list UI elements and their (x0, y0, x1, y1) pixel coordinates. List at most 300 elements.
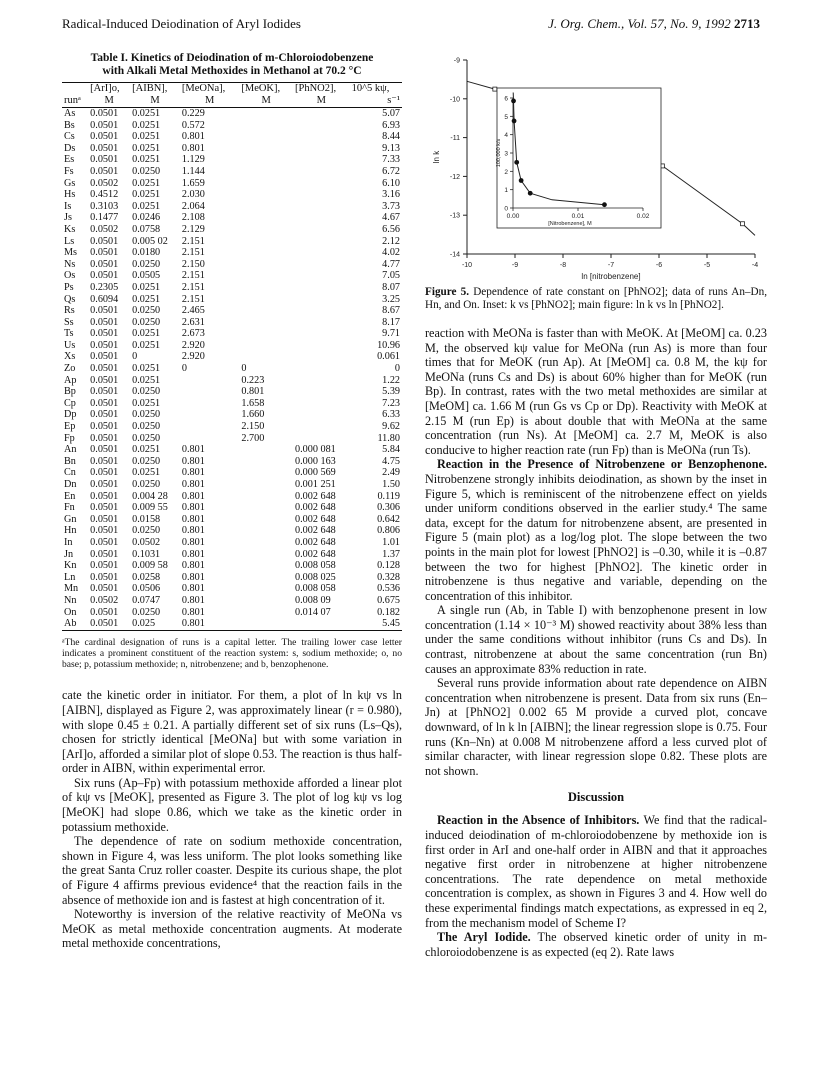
table-row (62, 166, 402, 178)
table-cell: 0.0501 (90, 525, 119, 537)
table-cell: 0.0250 (132, 305, 161, 317)
paragraph-benzophenone: A single run (Ab, in Table I) with benzophenone present in low concentration (1.14 × 10⁻³ M) showed reactivity about 38% less than under the same conditions without inhibitor (runs Cs and Ds). In contrast, nitrobenzene at about the same concentration (run Bn) causes an approximate 83% reduction in rate. (425, 603, 767, 676)
table-cell (293, 189, 350, 201)
table-cell (239, 618, 293, 630)
table-cell: Ln (64, 571, 76, 583)
table-cell: 2.151 (181, 270, 205, 282)
running-header (62, 16, 760, 34)
table-cell: En (64, 490, 76, 502)
figure-caption-text: Dependence of rate constant on [PhNO2]; data of runs An–Dn, Hn, and On. Inset: k vs [PhNO2]; main figure: ln k vs ln [PhNO2]. (425, 286, 767, 311)
table-cell: 0.801 (181, 571, 205, 583)
table-cell: 2.108 (181, 212, 205, 224)
paragraph: The dependence of rate on sodium methoxide concentration, shown in Figure 4, was less uniform. The plot looks something like the great Santa Cruz roller coaster. Despite its curious shape, the plot of Figure 4 affirms previous evidence⁴ that the reaction fails in the absence of methoxide ion and is fastest at high concentration of it. (62, 834, 402, 907)
table-row (62, 479, 402, 491)
table-cell: 0.0251 (132, 444, 161, 456)
table-cell: 4.75 (382, 455, 400, 467)
table-cell (239, 131, 293, 143)
table-cell: 0 (241, 363, 247, 375)
table-cell (293, 375, 350, 387)
table-cell (239, 514, 293, 526)
table-cell: 2.465 (181, 305, 205, 317)
inset-x-tick-label: 0.02 (636, 213, 650, 220)
inset-x-tick-label: 0.00 (506, 213, 520, 220)
table-cell (239, 236, 293, 248)
table-cell (239, 456, 293, 468)
table-cell: 0.0501 (90, 258, 119, 270)
table-cell: 0.801 (180, 618, 240, 630)
table-cell: Os (64, 270, 76, 282)
table-cell: 1.50 (382, 479, 400, 490)
table-cell: 0.801 (181, 142, 205, 154)
table-row (62, 305, 402, 317)
table-cell: 6.93 (382, 119, 400, 131)
table-cell: 0.0501 (90, 560, 119, 572)
table-cell: 0.0502 (90, 177, 119, 189)
volume-info: Vol. 57, No. 9, 1992 (627, 16, 731, 31)
table-row (62, 375, 402, 387)
table-row (62, 317, 402, 329)
table-row (62, 178, 402, 190)
table-cell: 6.56 (382, 223, 400, 235)
table-cell (293, 433, 350, 445)
table-cell: 9.62 (382, 421, 400, 433)
table-cell: 0.2305 (90, 281, 119, 293)
table-cell: 0.801 (181, 606, 205, 618)
table-cell (239, 549, 293, 561)
inset-frame (497, 88, 661, 228)
inset-data-point (602, 202, 607, 207)
main-x-tick-label: -6 (655, 262, 663, 269)
table-header-top: [MeONa], (180, 83, 240, 96)
table-cell: 0.0501 (90, 339, 119, 351)
table-cell (293, 236, 350, 248)
table-header-bottom: M (130, 95, 180, 108)
table-cell: 2.151 (181, 281, 205, 293)
table-cell: 0.0251 (132, 154, 161, 166)
table-cell: 1.659 (181, 177, 205, 189)
table-cell: 0.801 (181, 594, 205, 606)
inset-y-tick-label: 5 (504, 113, 508, 121)
table-cell: 8.07 (382, 281, 400, 293)
journal-name: J. Org. Chem., (548, 16, 625, 31)
table-row (62, 236, 402, 248)
table-cell: 0.0250 (132, 258, 161, 270)
table-cell: 0.0251 (132, 339, 161, 351)
section-nitrobenzene-body: Nitrobenzene strongly inhibits deiodination, as shown by the inset in Figure 5, which is reminiscent of the nitrobenzene effect on yields under uniform conditions observed in the earlier study.⁴ The same data, except for the datum for nitrobenzene absent, are presented in Figure 5 (main plot) as a log/log plot. The slope between the two points in the main plot for lowest [PhNO2] is –0.30, while it is –0.87 between the two for highest [PhNO2]. The kinetic order in nitrobenzene is thus negative and variable, depending on the concentration of this inhibitor. (425, 471, 767, 603)
table-cell: 0.0250 (132, 386, 161, 398)
table-cell (239, 502, 293, 514)
table-cell: 1.129 (181, 154, 205, 166)
running-title: Radical-Induced Deiodination of Aryl Iodides (62, 16, 301, 31)
right-column (425, 46, 767, 959)
main-y-tick-label: -13 (449, 212, 460, 220)
table-cell: 0.0502 (90, 594, 119, 606)
table-cell: 0.536 (377, 583, 400, 595)
table-cell (293, 143, 350, 155)
table-cell: Ms (64, 247, 78, 259)
table-row (62, 212, 402, 224)
table-cell (293, 398, 350, 410)
table-cell (239, 166, 293, 178)
table-cell: 0.0758 (132, 223, 161, 235)
table-cell: 0.0501 (90, 386, 119, 398)
table-cell: 0.001 251 (295, 479, 336, 490)
table-cell: 0.008 058 (295, 560, 336, 572)
table-cell (239, 444, 293, 456)
table-cell (293, 154, 350, 166)
table-cell (239, 270, 293, 282)
table-cell: 0.002 648 (295, 490, 336, 502)
table-cell: 0.128 (377, 560, 400, 572)
table-row (62, 108, 402, 120)
discussion-heading: Discussion (567, 790, 625, 805)
table-cell: Ab (62, 618, 88, 630)
kinetics-table (62, 82, 402, 631)
table-cell: Us (64, 339, 76, 351)
table-cell: 0.675 (377, 594, 400, 606)
table-cell: Hs (64, 189, 76, 201)
table-cell: Bp (64, 386, 76, 398)
table-cell: Cn (64, 467, 76, 479)
table-row (62, 294, 402, 306)
table-cell: 7.23 (382, 397, 400, 409)
table-cell (180, 409, 240, 421)
table-header-top: [ArI]o, (88, 83, 130, 96)
table-cell: As (64, 108, 76, 119)
figure-caption-label: Figure 5. (425, 286, 470, 298)
paragraph: cate the kinetic order in initiator. For them, a plot of ln kψ vs ln [AIBN], displayed as Figure 2, was approximately linear (r = 0.980), with slope 0.45 ± 0.21. A partially different set of six runs (Ls–Qs), chosen for strictly identical [MeONa] but with some variation in [ArI]o, afforded a similar plot of slope 0.53. The reaction is thus half-order in AIBN, within experimental error. (62, 688, 402, 776)
main-x-tick-label: -8 (559, 262, 567, 269)
table-cell (293, 178, 350, 190)
table-cell: 0.0501 (90, 316, 119, 328)
table-cell: 2.064 (181, 200, 205, 212)
table-cell (239, 317, 293, 329)
figure-5 (425, 46, 767, 284)
table-cell: On (64, 606, 77, 618)
table-cell (239, 595, 293, 607)
table-cell: 0.0501 (90, 328, 119, 340)
table-cell (293, 120, 350, 132)
table-row (62, 525, 402, 537)
table-cell: 0 (394, 363, 400, 375)
table-cell: 5.84 (382, 444, 400, 456)
table-cell: Bs (64, 119, 75, 131)
table-cell (293, 294, 350, 306)
table-cell (239, 259, 293, 271)
table-cell: 2.150 (181, 258, 205, 270)
table-cell: Fn (64, 502, 75, 514)
table-cell: 0.801 (181, 513, 205, 525)
table-cell: 0.0251 (132, 200, 161, 212)
table-cell: 2.700 (241, 432, 265, 444)
table-cell (239, 120, 293, 132)
table-cell: 0.0501 (90, 444, 119, 456)
table-cell (239, 282, 293, 294)
table-cell: 0.0506 (132, 583, 161, 595)
table-cell: 2.673 (181, 328, 205, 340)
table-cell (293, 317, 350, 329)
table-cell (293, 618, 350, 630)
table-cell: 0.0250 (132, 165, 161, 177)
table-cell: 0.182 (377, 606, 400, 618)
table-row (62, 351, 402, 363)
table-cell: 0.0502 (90, 223, 119, 235)
table-row (62, 131, 402, 143)
table-cell (180, 386, 240, 398)
table-cell (293, 247, 350, 259)
table-cell: An (64, 444, 77, 456)
table-cell: 0.0250 (132, 479, 161, 490)
table-cell (239, 328, 293, 340)
table-cell (293, 305, 350, 317)
left-body-text (62, 688, 402, 951)
table-row (62, 444, 402, 456)
table-cell: 5.07 (382, 108, 400, 119)
table-cell (180, 375, 240, 387)
table-cell: 2.920 (181, 339, 205, 351)
table-cell: 0.004 28 (132, 490, 168, 502)
table-cell (293, 224, 350, 236)
table-cell: 0.000 081 (295, 444, 336, 456)
table-cell: 0.1477 (90, 212, 119, 224)
discussion-para-2-body: The observed kinetic order of unity in m-chloroiodobenzene is as expected (eq 2). Rate laws (425, 930, 768, 959)
table-cell (239, 224, 293, 236)
table-row (62, 491, 402, 503)
table-row (62, 583, 402, 595)
table-cell: 2.631 (181, 316, 205, 328)
table-cell: 4.77 (382, 258, 400, 270)
table-cell: 0.4512 (90, 189, 119, 201)
table-cell: Xs (64, 351, 76, 363)
table-cell (239, 154, 293, 166)
table-cell (293, 386, 350, 398)
table-cell: 0.572 (181, 119, 205, 131)
table-cell: 0.0251 (132, 328, 161, 340)
table-cell: 0.0250 (132, 432, 161, 444)
main-x-tick-label: -9 (511, 262, 519, 269)
table-cell: 0.0501 (90, 154, 119, 166)
inset-data-point (519, 178, 524, 183)
table-footnote: ᵃThe cardinal designation of runs is a capital letter. The trailing lower case letter indicates a prominent constituent of the reaction system: s, sodium methoxide; o, no base; p, potassium methoxide; n, nitrobenzene; and b, benzophenone. (62, 636, 402, 671)
table-cell: 0.0251 (132, 131, 161, 143)
table-cell: 0.0251 (132, 397, 161, 409)
table-cell: 0.6094 (90, 293, 119, 305)
main-x-tick-label: -7 (607, 262, 615, 269)
table-cell (239, 491, 293, 503)
table-cell: Ts (64, 328, 74, 340)
table-cell: 6.33 (382, 409, 400, 421)
table-cell: 2.920 (181, 351, 205, 363)
table-cell: 0.801 (181, 479, 205, 490)
inset-y-tick-label: 0 (504, 205, 508, 213)
table-cell (239, 560, 293, 572)
table-cell (239, 583, 293, 595)
table-cell: 0.000 163 (295, 455, 336, 467)
table-cell: 0.0501 (90, 536, 119, 548)
table-cell: 0.0158 (132, 513, 161, 525)
inset-y-tick-label: 6 (504, 95, 508, 103)
table-cell: 0.0251 (132, 363, 161, 375)
table-cell: 0.014 07 (295, 606, 331, 618)
table-cell: 0.0501 (90, 247, 119, 259)
table-header-bottom: M (293, 95, 350, 108)
table-cell: 0.0501 (90, 513, 119, 525)
table-cell: 0.0501 (90, 305, 119, 317)
table-row (62, 340, 402, 352)
table-row (62, 189, 402, 201)
table-cell: 8.17 (382, 316, 400, 328)
table-cell: 0.801 (181, 490, 205, 502)
table-cell (239, 467, 293, 479)
table-cell: 0.0250 (132, 525, 161, 537)
table-row (62, 201, 402, 213)
inset-x-axis-label: [Nitrobenzene], M (548, 221, 592, 227)
table-cell: Fs (64, 165, 74, 177)
table-cell: 0.025 (130, 618, 180, 630)
table-row (62, 363, 402, 375)
table-cell (239, 351, 293, 363)
table-row (62, 398, 402, 410)
main-y-tick-label: -14 (449, 251, 460, 259)
section-nitrobenzene-head: Reaction in the Presence of Nitrobenzene or Benzophenone. (437, 457, 767, 472)
table-cell: Ss (64, 316, 74, 328)
inset-x-tick-label: 0.01 (571, 213, 585, 220)
table-row (62, 595, 402, 607)
table-cell (239, 479, 293, 491)
table-cell: Cs (64, 131, 75, 143)
table-cell: 0.0251 (132, 374, 161, 386)
table-caption-line2: with Alkali Metal Methoxides in Methanol at 70.2 °C (102, 65, 362, 77)
table-cell (239, 212, 293, 224)
table-cell (239, 340, 293, 352)
table-cell: Gs (64, 177, 76, 189)
table-cell (293, 409, 350, 421)
table-cell: 0.009 55 (132, 502, 168, 514)
table-cell: Cp (64, 397, 76, 409)
main-y-axis-label: ln k (432, 150, 441, 164)
table-cell: 0.0501 (90, 571, 119, 583)
table-header-bottom: s⁻¹ (350, 95, 402, 108)
table-row (62, 259, 402, 271)
table-cell: 1.144 (181, 165, 205, 177)
table-row (62, 433, 402, 445)
right-body-text (425, 326, 767, 457)
table-cell: Ls (64, 235, 75, 247)
table-cell: 2.12 (382, 235, 400, 247)
table-cell: 0.0501 (90, 397, 119, 409)
table-cell: Nn (64, 594, 77, 606)
page-number: 2713 (734, 16, 760, 31)
table-cell (239, 525, 293, 537)
table-cell: 0.0258 (132, 571, 161, 583)
discussion-para-2-head: The Aryl Iodide. (437, 930, 531, 945)
discussion-para-1-body: We find that the radical-induced deiodination of m-chloroiodobenzene by methoxide ion is first order in ArI and one-half order in AIBN and that it approaches negative first order in nitrobenzene at higher nitrobenzene concentrations. The rate dependence on metal methoxide concentration is complex, as shown in Figures 3 and 4. How well do these experimental findings match expectations, as expressed in eq 2, from the mechanism model of Scheme I? (425, 813, 767, 930)
left-column (62, 46, 402, 951)
table-cell: 0.806 (377, 525, 400, 537)
table-cell (239, 572, 293, 584)
table-cell: 9.71 (382, 328, 400, 340)
table-row (62, 537, 402, 549)
table-cell (180, 433, 240, 445)
table-cell: 0.061 (377, 351, 400, 363)
table-cell: 0.801 (181, 502, 205, 514)
table-cell: 0.801 (181, 548, 205, 560)
table-row (62, 328, 402, 340)
table-row (62, 607, 402, 619)
table-cell: 4.02 (382, 247, 400, 259)
table-cell: 7.33 (382, 154, 400, 166)
table-header-bottom: M (239, 95, 293, 108)
table-cell: 0.0251 (132, 108, 161, 119)
table-cell: Ks (64, 223, 76, 235)
table-row (62, 560, 402, 572)
table-cell: Gn (64, 513, 77, 525)
table-cell: 0.005 02 (132, 235, 168, 247)
table-cell: 0.0501 (90, 455, 119, 467)
table-cell: 0.0250 (132, 421, 161, 433)
main-y-tick-label: -11 (450, 135, 460, 143)
table-cell: 0.0501 (90, 235, 119, 247)
table-cell: 0.0502 (132, 536, 161, 548)
paragraph: reaction with MeONa is faster than with MeOK. At [MeOM] ca. 0.23 M, the observed kψ value for MeONa (run As) is more than four times that for MeOK (run Ap). At [MeOM] ca. 0.8 M, the kψ for MeONa (runs Cs and Ds) is about 60% higher than for MeOK (run Bp). In contrast, rates with the two metal methoxides are similar at [MeOM] ca. 1.66 M (run Gs vs Cp or Dp). Reactivity with MeOK at 2.15 M (run Ep) is about double that with MeONa at the same concentration (run Ns). At [MeOM] ca. 2.7 M, MeOK is also conducive to higher reaction rate (run Fp) than is MeONa (run Ts). (425, 326, 767, 457)
table-header-top: 10^5 kψ, (350, 83, 402, 96)
table-cell: 0.0251 (132, 467, 161, 479)
table-cell: Js (64, 212, 72, 224)
main-y-tick-label: -10 (449, 96, 460, 104)
discussion-para-1-head: Reaction in the Absence of Inhibitors. (437, 813, 640, 828)
table-cell: 0.0501 (90, 502, 119, 514)
table-cell: 9.13 (382, 142, 400, 154)
table-cell: 0.009 58 (132, 560, 168, 572)
table-cell: Bn (64, 455, 76, 467)
table-cell: 0.0501 (90, 165, 119, 177)
table-cell (293, 351, 350, 363)
table-cell: 5.45 (350, 618, 402, 630)
table-cell: 0.0501 (90, 467, 119, 479)
table-cell (293, 340, 350, 352)
table-cell: 0.223 (241, 374, 265, 386)
table-cell: 2.49 (382, 467, 400, 479)
table-cell: 0.0501 (90, 119, 119, 131)
table-row (62, 270, 402, 282)
table-cell: 0.0251 (132, 281, 161, 293)
table-cell (293, 108, 350, 120)
table-cell: 6.72 (382, 165, 400, 177)
table-cell: 0.328 (377, 571, 400, 583)
table-header-bottom: M (88, 95, 130, 108)
table-cell: 0.0501 (90, 479, 119, 490)
table-cell: 0.801 (181, 583, 205, 595)
table-cell: 0.0501 (90, 490, 119, 502)
table-cell: Ds (64, 142, 76, 154)
table-cell: 5.39 (382, 386, 400, 398)
table-cell: 0.0501 (90, 409, 119, 421)
table-cell: 11.80 (377, 432, 400, 444)
table-cell: 0.0501 (88, 618, 130, 630)
table-cell: Zo (64, 363, 76, 375)
table-row (62, 143, 402, 155)
table-caption (62, 52, 402, 78)
journal-citation (548, 16, 760, 32)
table-cell (293, 270, 350, 282)
table-cell: 0.0250 (132, 409, 161, 421)
table-cell: 0.0501 (90, 351, 119, 363)
table-row (62, 514, 402, 526)
table-cell: Fp (64, 432, 75, 444)
inset-y-tick-label: 2 (504, 168, 508, 176)
figure-caption (425, 286, 767, 312)
table-cell (293, 328, 350, 340)
